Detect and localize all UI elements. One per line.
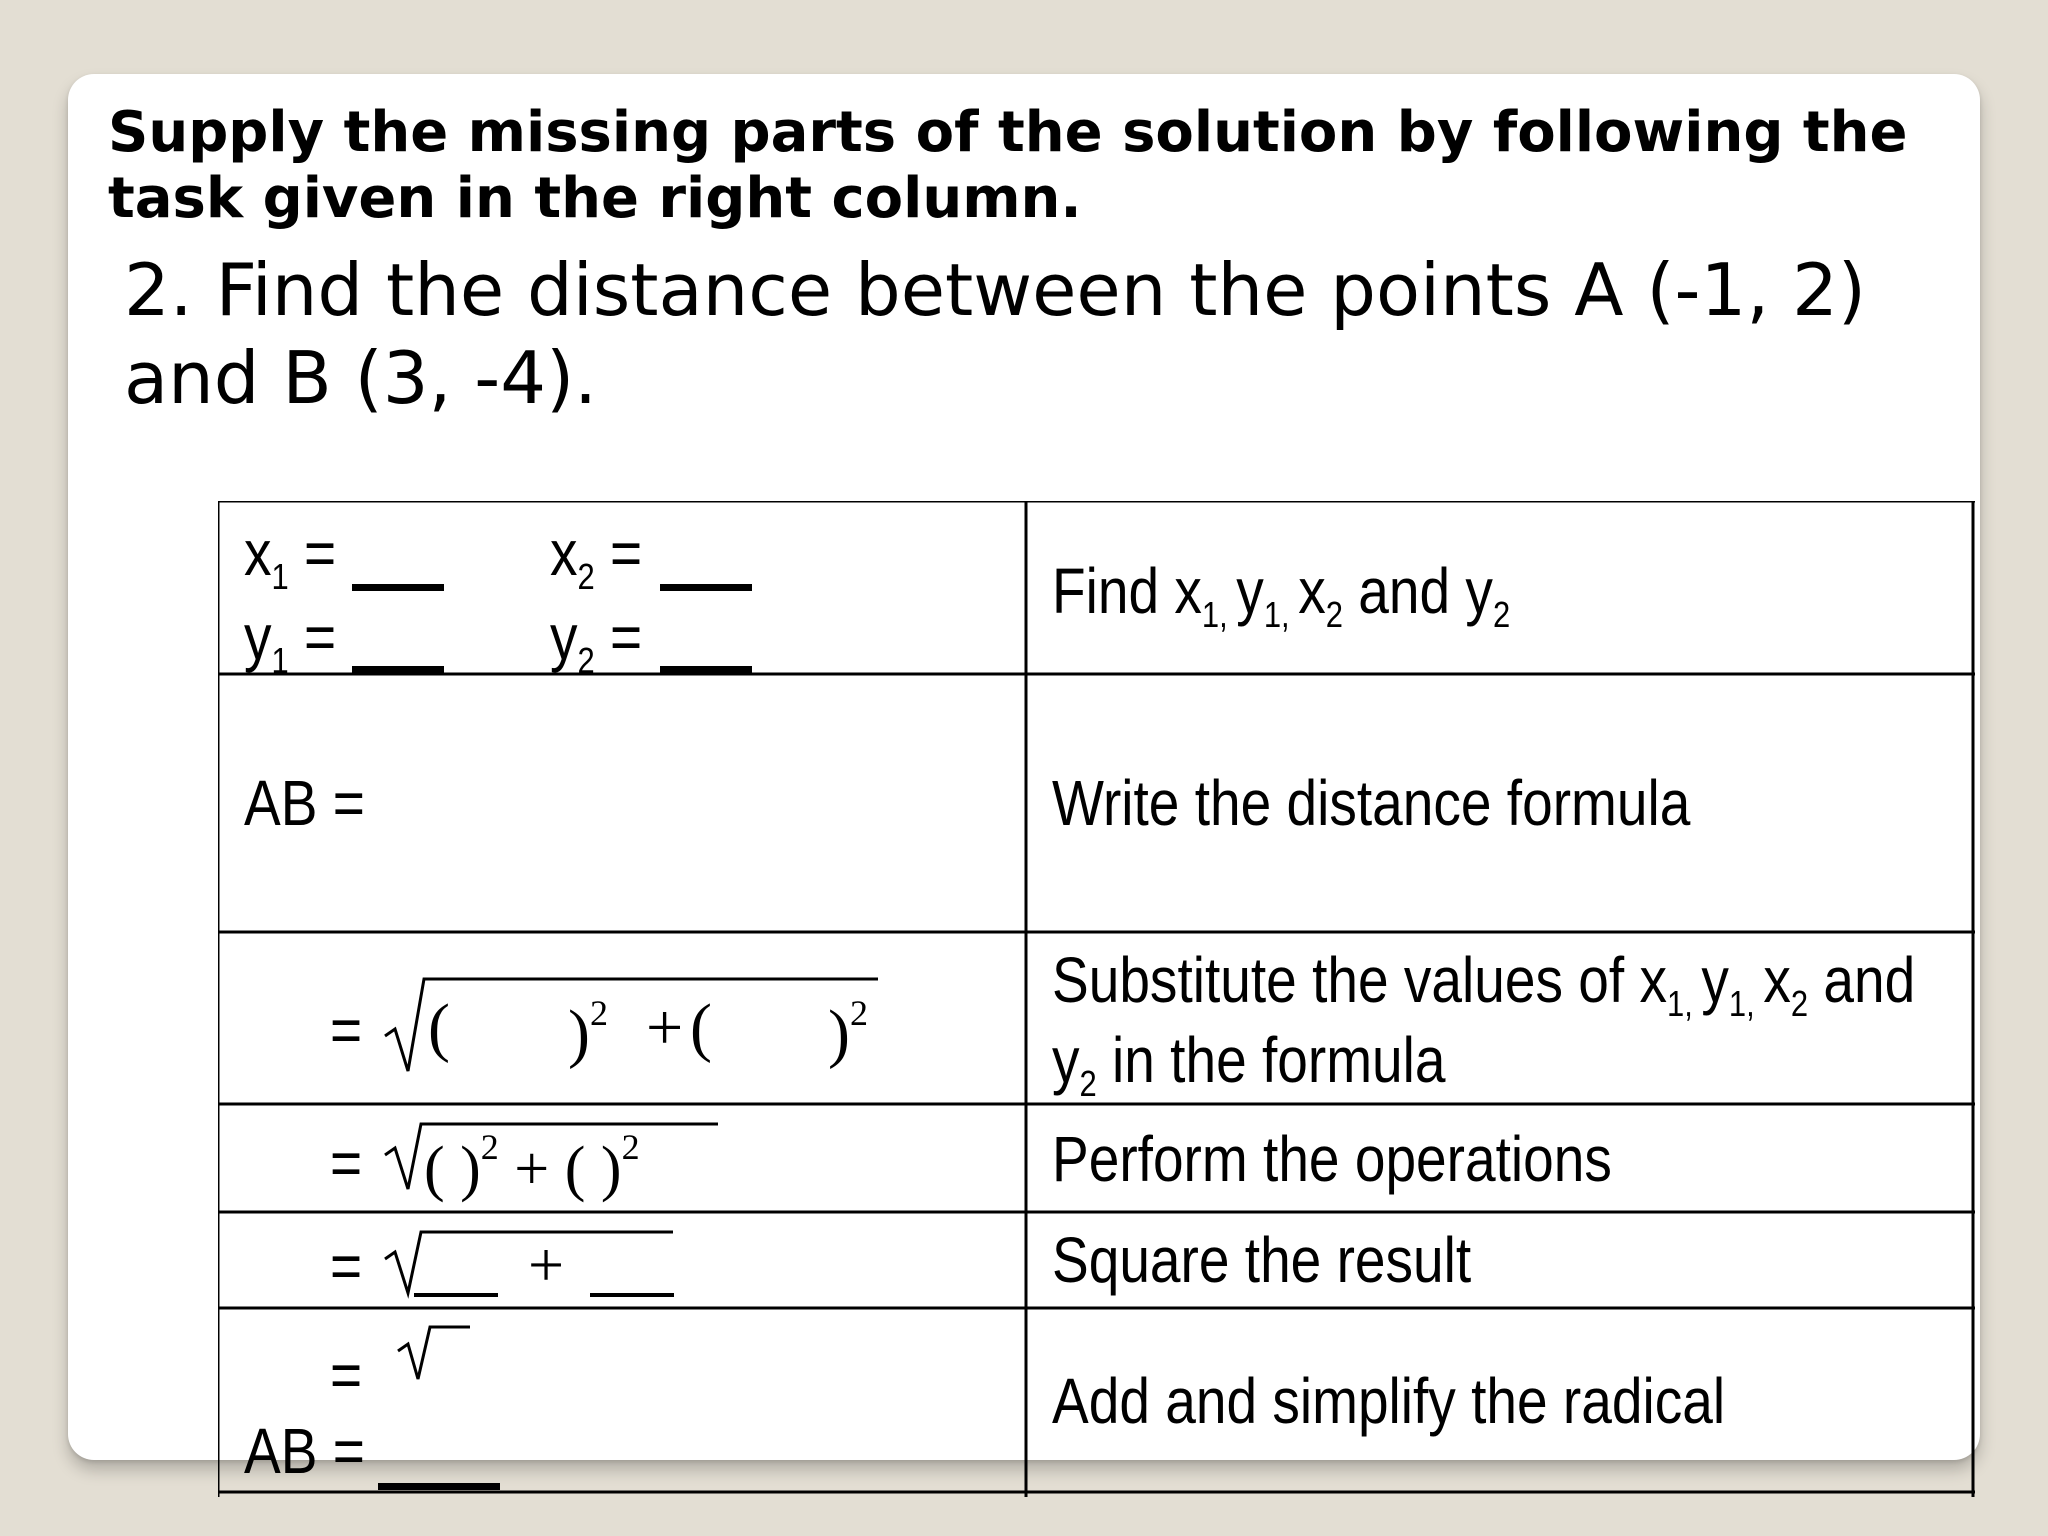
ab-final-label: AB = [244, 1415, 365, 1487]
y2-blank[interactable] [660, 666, 752, 673]
y1-blank[interactable] [352, 666, 444, 673]
task-perform-operations: Perform the operations [1052, 1123, 1612, 1195]
row5-blank-2[interactable] [590, 1293, 674, 1297]
close-paren-2: )$^2$ [828, 993, 868, 1070]
problem-statement: 2. Find the distance between the points A (-1, 2) and B (3, -4). [124, 248, 1866, 420]
equals-row3: = [330, 994, 363, 1066]
x1-blank[interactable] [352, 584, 444, 591]
slide-card [68, 74, 1980, 1487]
equals-row5: = [330, 1230, 363, 1302]
task-write-formula: Write the distance formula [1052, 767, 1691, 839]
radical-row6 [398, 1327, 470, 1379]
task-substitute-line1: Substitute the values of $x_{1,}$ $y_{1,}$ $x_2$ and [1052, 944, 1916, 1024]
row5-blank-1[interactable] [414, 1293, 498, 1297]
task-add-simplify: Add and simplify the radical [1052, 1365, 1726, 1437]
task-substitute-line2: $y_2$ in the formula [1052, 1024, 1446, 1104]
radical-row3 [385, 979, 878, 1071]
plus-row3: + [646, 991, 684, 1064]
worksheet-table [218, 501, 1975, 1497]
plus-row5: + [528, 1229, 565, 1300]
open-paren-2: ( [690, 991, 712, 1064]
x2-blank[interactable] [660, 584, 752, 591]
expression-row4: ( )$^2$ + ( )$^2$ [424, 1127, 640, 1203]
task-square-result: Square the result [1052, 1224, 1472, 1296]
y1-label: $y_1$ = [244, 601, 337, 681]
equals-row4: = [330, 1127, 363, 1199]
close-paren-1: )$^2$ [568, 993, 608, 1070]
open-paren-1: ( [428, 991, 450, 1064]
x1-label: $x_1$ = [244, 517, 337, 597]
y2-label: $y_2$ = [550, 601, 643, 681]
equals-row6: = [330, 1339, 363, 1411]
task-find-coordinates: Find $x_{1,}$ $y_{1,}$ $x_2$ and $y_2$ [1052, 555, 1511, 635]
instruction-text: Supply the missing parts of the solution by following the task given in the right column. [108, 100, 1908, 231]
x2-label: $x_2$ = [550, 517, 643, 597]
ab-final-blank[interactable] [378, 1483, 500, 1490]
ab-label: AB = [244, 767, 365, 839]
